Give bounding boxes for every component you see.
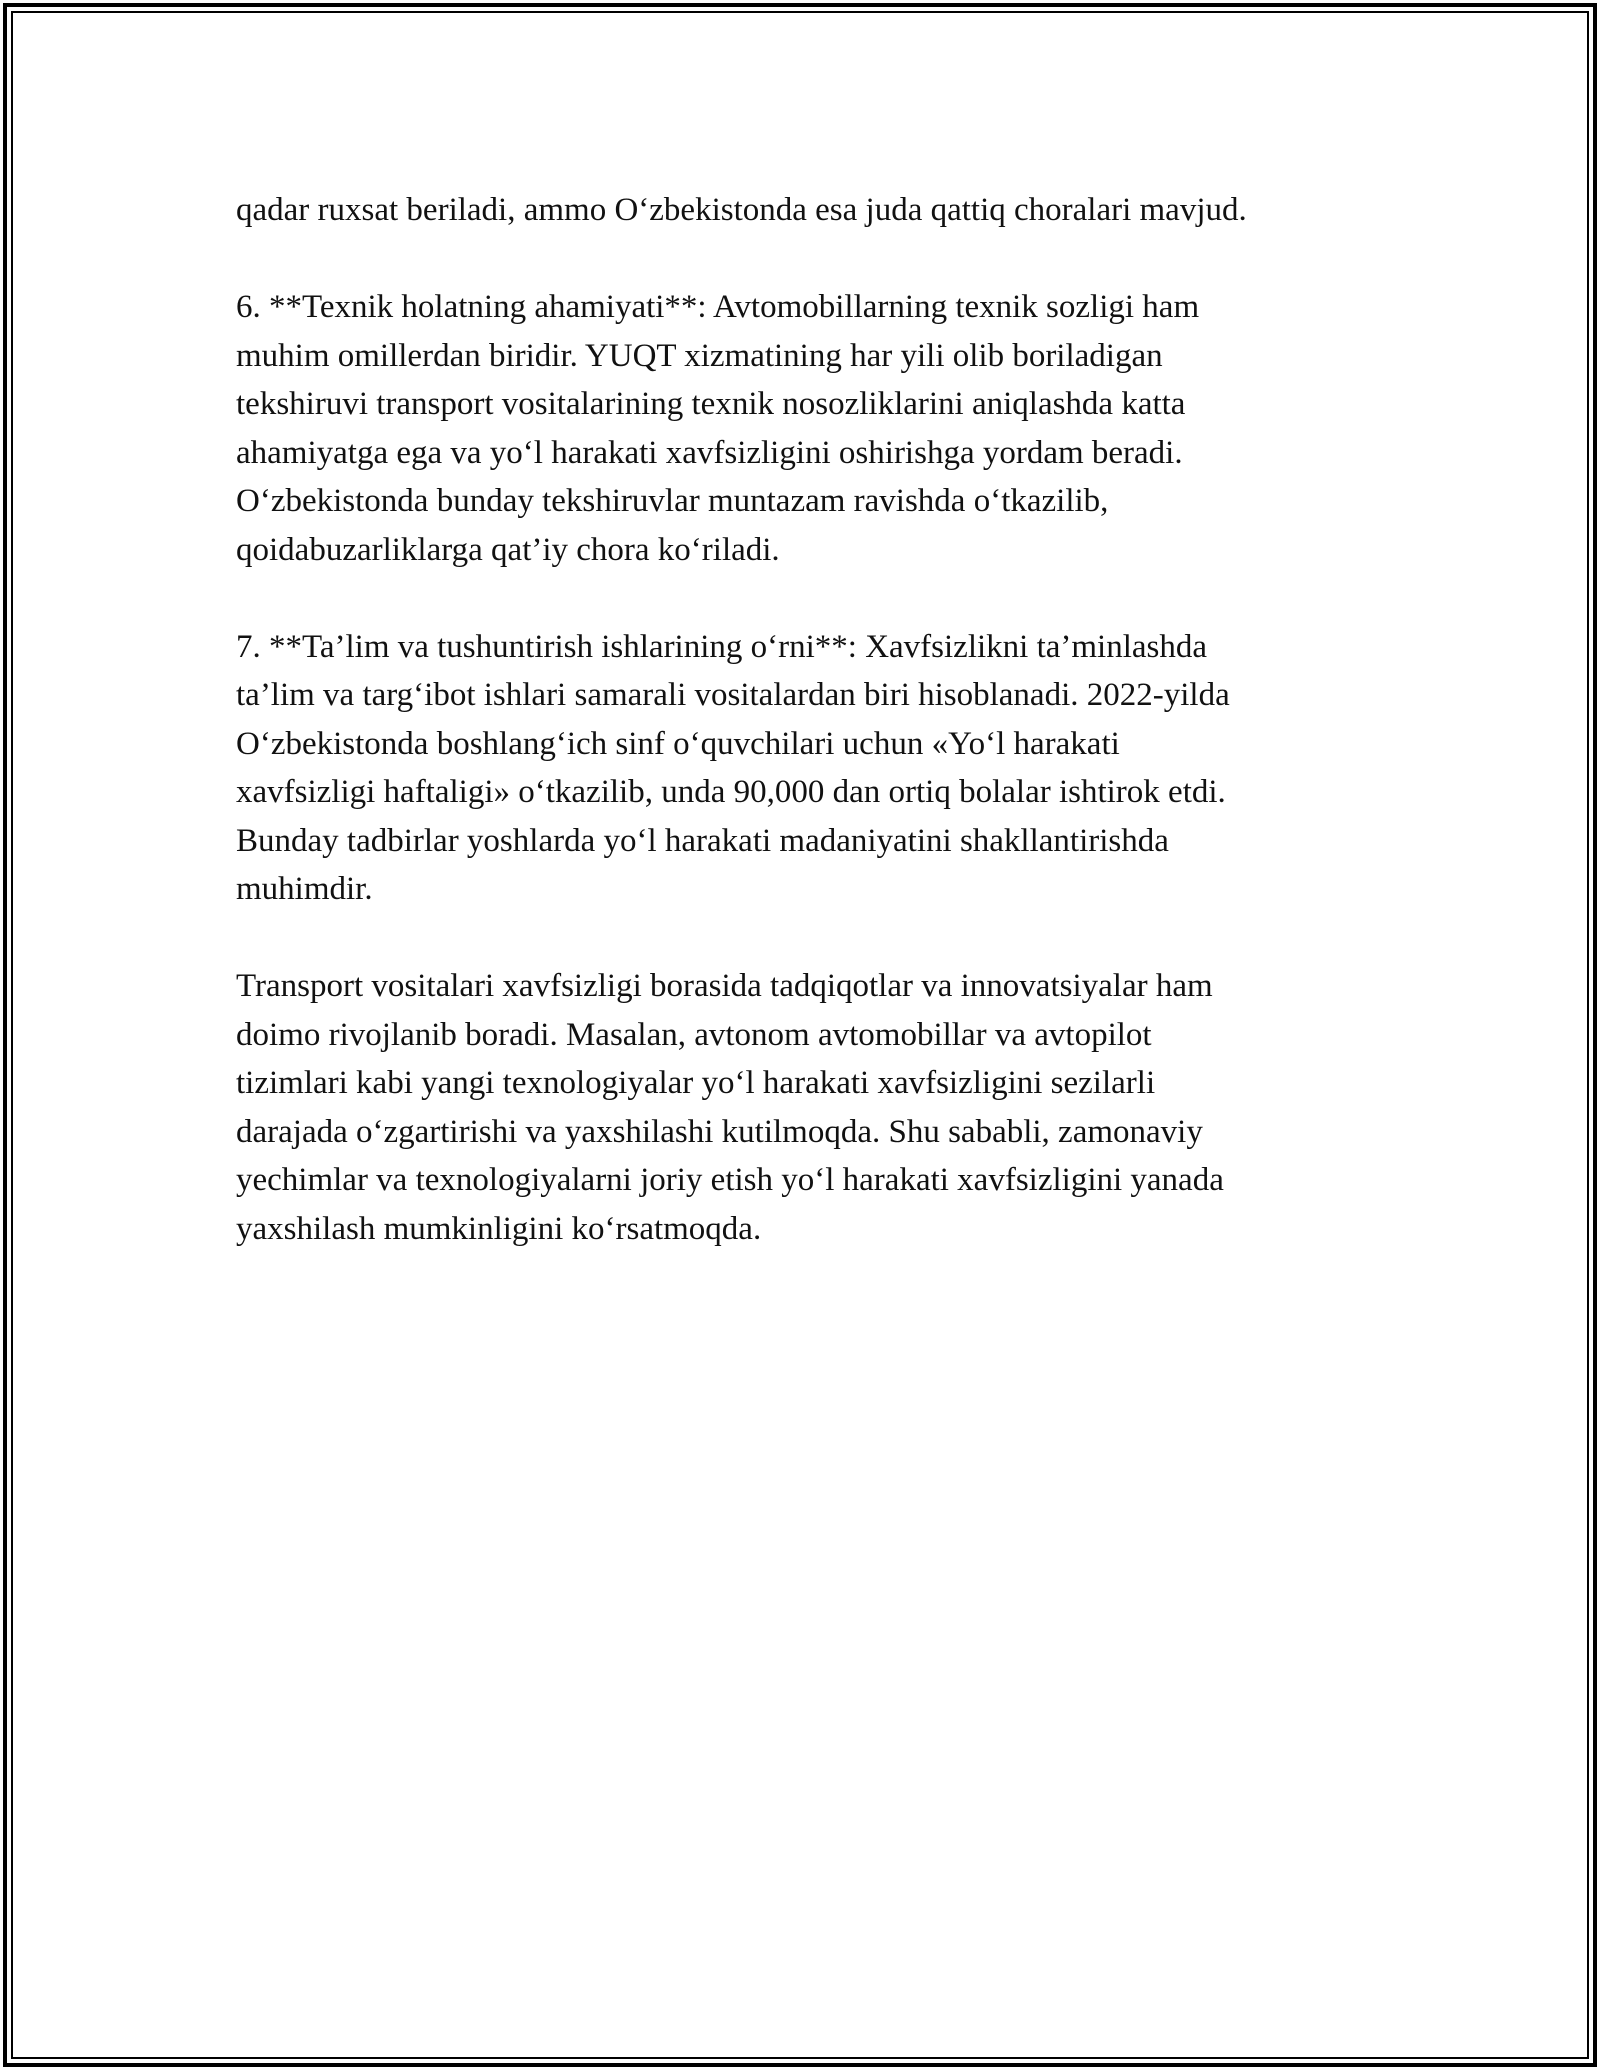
paragraph-innovations: Transport vositalari xavfsizligi borasida tadqiqotlar va innovatsiyalar ham doimo rivojlanib boradi. Masalan, avtonom avtomobillar va avtopilot tizimlari kabi yangi texnologiyalar yo‘l harakati xavfsizligini sezilarli darajada o‘zgartirishi va yaxshilashi kutilmoqda. Shu sababli, zamonaviy yechimlar va texnologiyalarni joriy etish yo‘l harakati xavfsizligini yanada yaxshilash mumkinligini ko‘rsatmoqda. [236, 968, 1224, 1247]
paragraph-technical-condition: 6. **Texnik holatning ahamiyati**: Avtomobillarning texnik sozligi ham muhim omillerdan biridir. YUQT xizmatining har yili olib boriladigan tekshiruvi transport vositalarining texnik nosozliklarini aniqlashda katta ahamiyatga ega va yo‘l harakati xavfsizligini oshirishga yordam beradi. O‘zbekistonda bunday tekshiruvlar muntazam ravishda o‘tkazilib, qoidabuzarliklarga qat’iy chora ko‘riladi. [236, 289, 1200, 568]
paragraph-education: 7. **Ta’lim va tushuntirish ishlarining o‘rni**: Xavfsizlikni ta’minlashda ta’lim va targ‘ibot ishlari samarali vositalardan biri hisoblanadi. 2022-yilda O‘zbekistonda boshlang‘ich sinf o‘quvchilari uchun «Yo‘l harakati xavfsizligi haftaligi» o‘tkazilib, unda 90,000 dan ortiq bolalar ishtirok etdi. Bunday tadbirlar yoshlarda yo‘l harakati madaniyatini shakllantirishda muhimdir. [236, 628, 1230, 907]
document-body [236, 186, 1416, 1302]
paragraph-continuation: qadar ruxsat beriladi, ammo O‘zbekistonda esa juda qattiq choralari mavjud. [236, 192, 1247, 228]
